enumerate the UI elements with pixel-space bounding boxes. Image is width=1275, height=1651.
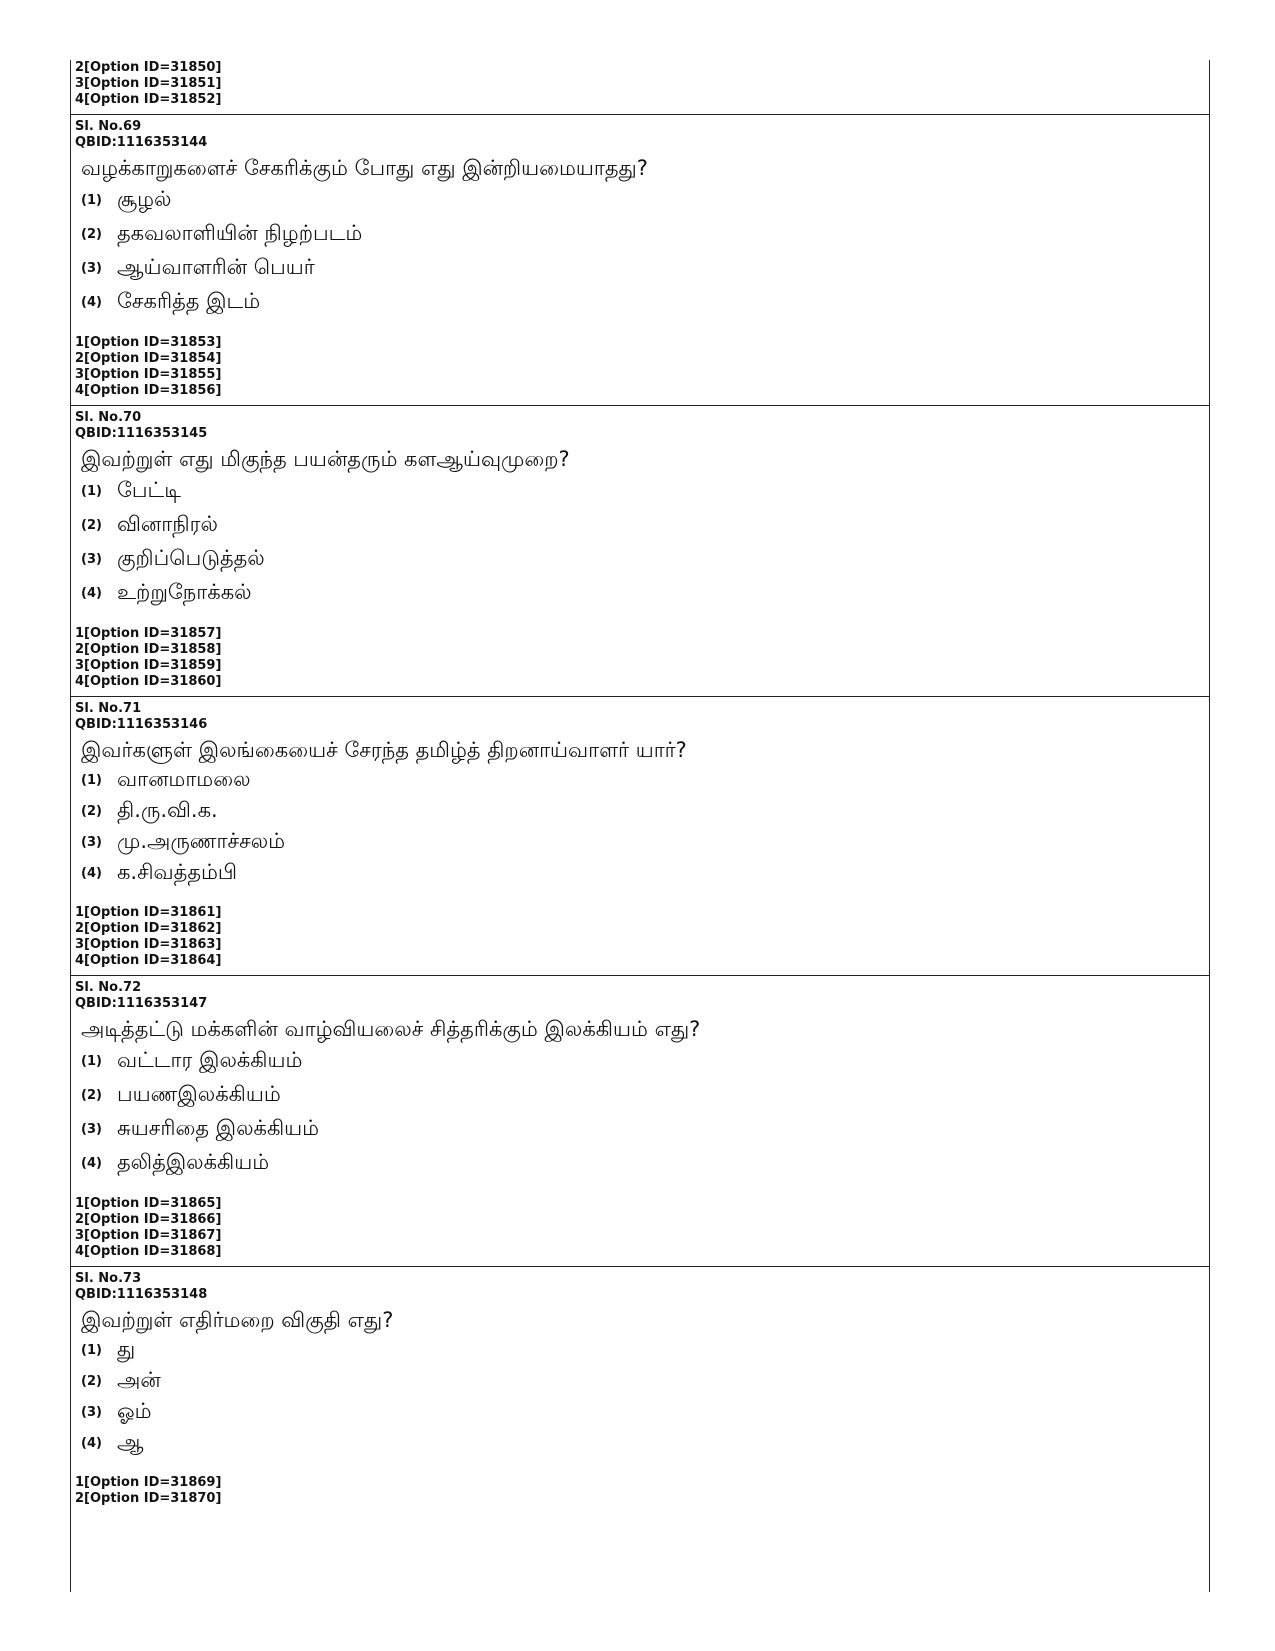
option-item	[71, 1112, 1209, 1146]
option-number: (2)	[81, 517, 102, 533]
qbid: QBID:1116353146	[75, 717, 208, 732]
option-item	[71, 474, 1209, 508]
question-block-72	[71, 975, 1209, 1266]
option-text: சூழல்	[117, 186, 172, 211]
option-number: (2)	[81, 1374, 102, 1389]
option-item	[71, 1078, 1209, 1112]
option-number: (3)	[81, 551, 102, 567]
option-number: (1)	[81, 192, 102, 208]
option-item	[71, 285, 1209, 319]
option-item	[71, 1428, 1209, 1459]
option-text: குறிப்பெடுத்தல்	[117, 545, 265, 570]
option-id-line: 3[Option ID=31859]	[75, 658, 222, 673]
option-item	[71, 183, 1209, 217]
option-item	[71, 1397, 1209, 1428]
serial-number: Sl. No.73	[75, 1271, 142, 1286]
option-number: (4)	[81, 1155, 102, 1171]
question-block-71	[71, 696, 1209, 975]
serial-number: Sl. No.72	[75, 980, 142, 995]
option-number: (4)	[81, 585, 102, 601]
option-id-list	[71, 1196, 1209, 1266]
option-text: தகவலாளியின் நிழற்படம்	[117, 220, 363, 245]
option-number: (3)	[81, 835, 102, 850]
option-item	[71, 765, 1209, 796]
option-text: க.சிவத்தம்பி	[117, 860, 238, 884]
option-id-line: 1[Option ID=31861]	[75, 905, 222, 920]
option-number: (3)	[81, 1121, 102, 1137]
question-text: இவற்றுள் எதிர்மறை விகுதி எது?	[81, 1308, 394, 1332]
option-number: (3)	[81, 1405, 102, 1420]
serial-number: Sl. No.71	[75, 701, 142, 716]
option-item	[71, 827, 1209, 858]
option-text: தலித்இலக்கியம்	[117, 1149, 270, 1174]
question-text: அடித்தட்டு மக்களின் வாழ்வியலைச் சித்தரிக்கும் இலக்கியம் எது?	[81, 1017, 701, 1041]
option-item	[71, 858, 1209, 889]
option-text: ஆய்வாளரின் பெயர்	[117, 254, 315, 279]
question-block-70	[71, 405, 1209, 696]
option-text: தி.ரு.வி.க.	[117, 798, 218, 822]
option-number: (2)	[81, 226, 102, 242]
question-block-69	[71, 114, 1209, 405]
option-text: து	[117, 1337, 136, 1361]
option-id-list	[71, 60, 1209, 114]
qbid: QBID:1116353147	[75, 996, 208, 1011]
question-text: இவர்களுள் இலங்கையைச் சேரந்த தமிழ்த் திறனாய்வாளர் யார்?	[81, 738, 687, 762]
option-item	[71, 508, 1209, 542]
continuation-block	[71, 60, 1209, 114]
option-item	[71, 1366, 1209, 1397]
option-id-line: 2[Option ID=31854]	[75, 351, 222, 366]
option-number: (4)	[81, 866, 102, 881]
serial-number: Sl. No.70	[75, 410, 142, 425]
serial-number: Sl. No.69	[75, 119, 142, 134]
option-id-list	[71, 335, 1209, 405]
option-id-list	[71, 905, 1209, 975]
option-text: வினாநிரல்	[117, 511, 218, 536]
qbid: QBID:1116353145	[75, 426, 208, 441]
option-text: பேட்டி	[117, 477, 181, 502]
option-id-line: 4[Option ID=31864]	[75, 953, 222, 968]
option-number: (3)	[81, 260, 102, 276]
qbid: QBID:1116353144	[75, 135, 208, 150]
option-text: வானமாமலை	[117, 767, 251, 791]
option-item	[71, 1146, 1209, 1180]
option-id-line: 3[Option ID=31851]	[75, 76, 222, 91]
option-text: சுயசரிதை இலக்கியம்	[117, 1115, 320, 1140]
option-text: சேகரித்த இடம்	[117, 288, 261, 313]
option-text: அன்	[117, 1368, 161, 1392]
option-id-line: 2[Option ID=31862]	[75, 921, 222, 936]
option-number: (2)	[81, 804, 102, 819]
option-item	[71, 796, 1209, 827]
option-id-line: 1[Option ID=31857]	[75, 626, 222, 641]
qbid: QBID:1116353148	[75, 1287, 208, 1302]
option-id-line: 4[Option ID=31852]	[75, 92, 222, 107]
question-block-73	[71, 1266, 1209, 1513]
option-number: (1)	[81, 1343, 102, 1358]
option-item	[71, 576, 1209, 610]
option-text: மு.அருணாச்சலம்	[117, 829, 286, 853]
option-item	[71, 251, 1209, 285]
option-id-line: 3[Option ID=31867]	[75, 1228, 222, 1243]
option-text: ஆ	[117, 1430, 144, 1454]
option-id-line: 1[Option ID=31869]	[75, 1475, 222, 1490]
option-id-line: 3[Option ID=31855]	[75, 367, 222, 382]
option-id-line: 2[Option ID=31866]	[75, 1212, 222, 1227]
option-text: பயணஇலக்கியம்	[117, 1081, 281, 1106]
option-id-line: 2[Option ID=31870]	[75, 1491, 222, 1506]
option-item	[71, 217, 1209, 251]
option-id-line: 4[Option ID=31860]	[75, 674, 222, 689]
option-id-list	[71, 626, 1209, 696]
option-id-line: 4[Option ID=31868]	[75, 1244, 222, 1259]
option-id-list	[71, 1475, 1209, 1513]
question-paper-frame	[70, 60, 1210, 1592]
option-item	[71, 1335, 1209, 1366]
option-item	[71, 1044, 1209, 1078]
option-text: வட்டார இலக்கியம்	[117, 1047, 303, 1072]
option-id-line: 3[Option ID=31863]	[75, 937, 222, 952]
option-id-line: 1[Option ID=31865]	[75, 1196, 222, 1211]
option-id-line: 4[Option ID=31856]	[75, 383, 222, 398]
option-number: (2)	[81, 1087, 102, 1103]
option-id-line: 1[Option ID=31853]	[75, 335, 222, 350]
option-text: உற்றுநோக்கல்	[117, 579, 252, 604]
option-item	[71, 542, 1209, 576]
option-id-line: 2[Option ID=31858]	[75, 642, 222, 657]
option-number: (4)	[81, 294, 102, 310]
option-number: (4)	[81, 1436, 102, 1451]
option-number: (1)	[81, 483, 102, 499]
option-number: (1)	[81, 1053, 102, 1069]
option-text: ஓம்	[117, 1399, 152, 1423]
option-number: (1)	[81, 773, 102, 788]
question-text: வழக்காறுகளைச் சேகரிக்கும் போது எது இன்றியமையாதது?	[81, 156, 648, 180]
option-id-line: 2[Option ID=31850]	[75, 60, 222, 75]
question-text: இவற்றுள் எது மிகுந்த பயன்தரும் களஆய்வுமுறை?	[81, 447, 570, 471]
